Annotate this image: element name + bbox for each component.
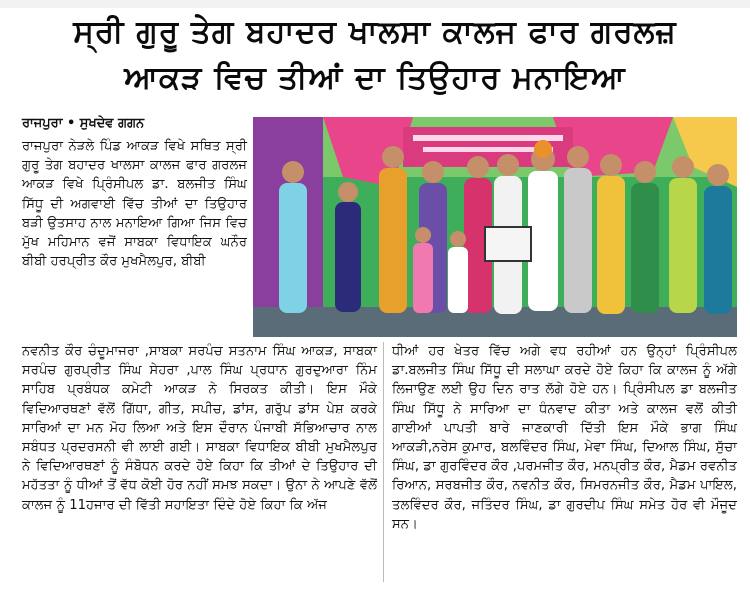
column-divider: [383, 342, 384, 582]
event-photo-illustration: [253, 117, 737, 337]
event-photo: [253, 117, 737, 337]
headline-line-2: ਆਕੜ ਵਿਚ ਤੀਆਂ ਦਾ ਤਿਉਹਾਰ ਮਨਾਇਆ: [124, 60, 626, 96]
byline: ਰਾਜਪੁਰਾ • ਸੁਖਦੇਵ ਗਗਨ: [22, 116, 145, 131]
top-strip: [0, 0, 750, 8]
article-paragraph-left: ਨਵਨੀਤ ਕੌਰ ਚੰਦੂਮਾਜਰਾ ,ਸਾਬਕਾ ਸਰਪੰਚ ਸਤਨਾਮ ਸਿੰਘ ਆਕੜ, ਸਾਬਕਾ ਸਰਪੰਚ ਗੁਰਪ੍ਰੀਤ ਸਿੰਘ ਸੇਹਰਾ ,ਪਾਲ ਸਿੰਘ ਪ੍ਰਧਾਨ ਗੁਰਦੁਆਰਾ ਨਿੰਮ ਸਾਹਿਬ ਪ੍ਰਬੰਧਕ ਕਮੇਟੀ ਆਕੜ ਨੇ ਸਿਰਕਤ ਕੀਤੀ। ਇਸ ਮੌਕੇ ਵਿਦਿਆਰਥਣਾਂ ਵੱਲੋਂ ਗਿੱਧਾ, ਗੀਤ, ਸਪੀਚ, ਡਾਂਸ, ਗਰੁੱਪ ਡਾਂਸ ਪੇਸ਼ ਕਰਕੇ ਸਾਰਿਆਂ ਦਾ ਮਨ ਮੋਹ ਲਿਆ ਅਤੇ ਇਸ ਦੌਰਾਨ ਪੰਜਾਬੀ ਸੱਭਿਆਚਾਰ ਨਾਲ ਸਬੰਧਤ ਪ੍ਰਦਰਸਨੀ ਵੀ ਲਾਈ ਗਈ। ਸਾਬਕਾ ਵਿਧਾਇਕ ਬੀਬੀ ਮੁਖਮੈਲਪੁਰ ਨੇ ਵਿਦਿਆਰਥਣਾਂ ਨੂੰ ਸੰਬੋਧਨ ਕਰਦੇ ਹੋਏ ਕਿਹਾ ਕਿ ਤੀਆਂ ਦੇ ਤਿਉਹਾਰ ਦੀ ਮਹੱਤਤਾ ਨੂੰ ਧੀਆਂ ਤੋਂ ਵੱਧ ਕੋਈ ਹੋਰ ਨਹੀਂ ਸਮਝ ਸਕਦਾ। ਉਨਾ ਨੇ ਆਪਣੇ ਵੱਲੋਂ ਕਾਲਜ ਨੂੰ 11ਹਜਾਰ ਦੀ ਵਿੱਤੀ ਸਹਾਇਤਾ ਦਿੰਦੇ ਹੋਏ ਕਿਹਾ ਕਿ ਅੱਜ: [22, 344, 377, 513]
article-right-column: [392, 342, 737, 534]
article-intro-column: [22, 137, 247, 271]
headline-line-1: ਸ੍ਰੀ ਗੁਰੂ ਤੇਗ ਬਹਾਦਰ ਖਾਲਸਾ ਕਾਲਜ ਫਾਰ ਗਰਲਜ਼: [73, 14, 677, 50]
article-paragraph-intro: ਰਾਜਪੁਰਾ ਨੇੜਲੇ ਪਿੰਡ ਆਕੜ ਵਿਖੇ ਸਥਿਤ ਸ੍ਰੀ ਗੁਰੂ ਤੇਗ ਬਹਾਦਰ ਖਾਲਸਾ ਕਾਲਜ ਫਾਰ ਗਰਲਜ ਆਕੜ ਵਿਖੇ ਪ੍ਰਿੰਸੀਪਲ ਡਾ. ਬਲਜੀਤ ਸਿੰਘ ਸਿੱਧੂ ਦੀ ਅਗਵਾਈ ਵਿੱਚ ਤੀਆਂ ਦਾ ਤਿਉਹਾਰ ਬੜੀ ਉਤਸਾਹ ਨਾਲ ਮਨਾਇਆ ਗਿਆ ਜਿਸ ਵਿਚ ਮੁੱਖ ਮਹਿਮਾਨ ਵਜੋਂ ਸਾਬਕਾ ਵਿਧਾਇਕ ਘਨੌਰ ਬੀਬੀ ਹਰਪ੍ਰੀਤ ਕੌਰ ਮੁਖਮੈਲਪੁਰ, ਬੀਬੀ: [22, 139, 247, 270]
article-left-column: [22, 342, 377, 515]
article-paragraph-right: ਧੀਆਂ ਹਰ ਖੇਤਰ ਵਿੱਚ ਅਗੇ ਵਧ ਰਹੀਆਂ ਹਨ ਉਨ੍ਹਾਂ ਪ੍ਰਿੰਸੀਪਲ ਡਾ.ਬਲਜੀਤ ਸਿੰਘ ਸਿੱਧੂ ਦੀ ਸਲਾਘਾ ਕਰਦੇ ਹੋਏ ਕਿਹਾ ਕਿ ਕਾਲਜ ਨੂੰ ਅੱਗੇ ਲਿਜਾਉਣ ਲਈ ਉਹ ਦਿਨ ਰਾਤ ਲੱਗੇ ਹੋਏ ਹਨ। ਪ੍ਰਿੰਸੀਪਲ ਡਾ ਬਲਜੀਤ ਸਿੰਘ ਸਿੱਧੂ ਨੇ ਸਾਰਿਆ ਦਾ ਧੰਨਵਾਦ ਕੀਤਾ ਅਤੇ ਕਾਲਜ ਵਲੋਂ ਕੀਤੀ ਗਾਈਆਂ ਪਾਪਤੀ ਬਾਰੇ ਜਾਣਕਾਰੀ ਦਿੱਤੀ ਇਸ ਮੌਕੇ ਭਾਗ ਸਿੰਘ ਆਕੜੀ,ਨਰੇਸ ਕੁਮਾਰ, ਬਲਵਿੰਦਰ ਸਿੰਘ, ਮੇਵਾ ਸਿੰਘ, ਦਿਆਲ ਸਿੰਘ, ਸੁੱਚਾ ਸਿੰਘ, ਡਾ ਗੁਰਵਿੰਦਰ ਕੌਰ ,ਪਰਮਜੀਤ ਕੌਰ, ਮਨਪ੍ਰੀਤ ਕੌਰ, ਮੈਡਮ ਰਵਨੀਤ ਰਿਆਨ, ਸਰਬਜੀਤ ਕੌਰ, ਨਵਨੀਤ ਕੌਰ, ਸਿਮਰਨਜੀਤ ਕੌਰ, ਮੈਡਮ ਪਾਇਲ, ਤਲਵਿੰਦਰ ਕੌਰ, ਜਤਿੰਦਰ ਸਿੰਘ, ਡਾ ਗੁਰਦੀਪ ਸਿੰਘ ਸਮੇਤ ਹੋਰ ਵੀ ਮੌਜੂਦ ਸਨ।: [392, 344, 737, 532]
